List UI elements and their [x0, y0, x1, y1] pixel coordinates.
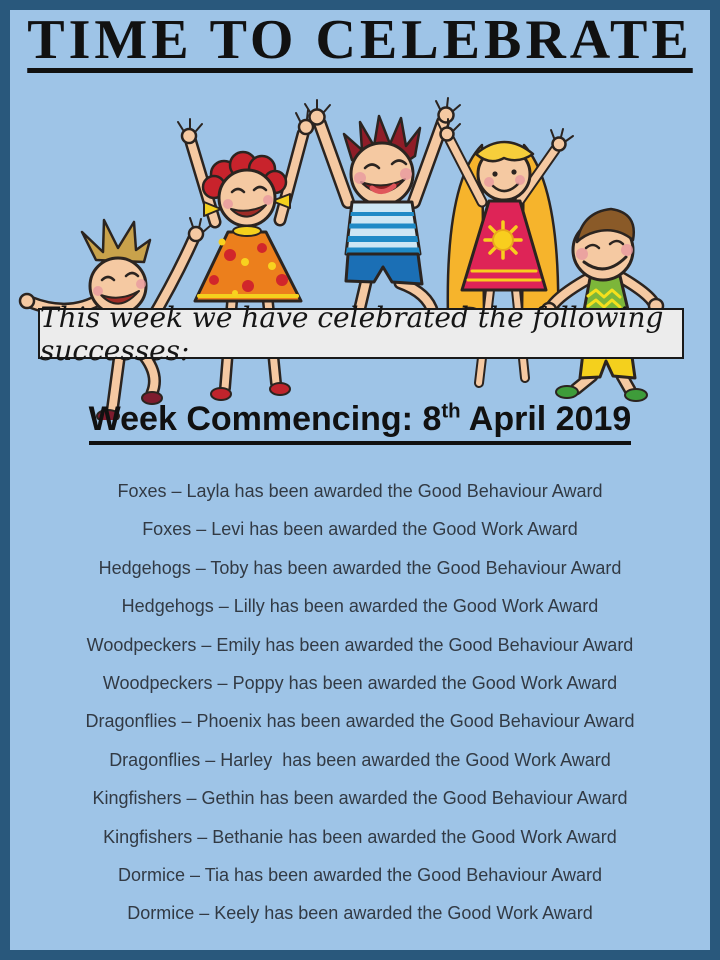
jumping-children-illustration	[0, 90, 720, 420]
award-line: Dormice – Tia has been awarded the Good Behaviour Award	[118, 865, 602, 886]
page-title: TIME TO CELEBRATE	[27, 9, 693, 71]
award-line: Kingfishers – Bethanie has been awarded the Good Work Award	[103, 826, 617, 847]
week-heading-after: April 2019	[460, 400, 632, 438]
banner	[38, 300, 684, 367]
award-line: Foxes – Levi has been awarded the Good Work Award	[142, 519, 578, 540]
award-line: Dormice – Keely has been awarded the Good Work Award	[127, 903, 593, 924]
award-line: Hedgehogs – Lilly has been awarded the Good Work Award	[121, 596, 599, 617]
week-heading-superscript: th	[441, 400, 461, 423]
award-line: Woodpeckers – Emily has been awarded the Good Behaviour Award	[86, 634, 634, 655]
award-line: Hedgehogs – Toby has been awarded the Good Behaviour Award	[98, 557, 622, 578]
award-line: Dragonflies – Harley has been awarded the Good Work Award	[109, 749, 611, 770]
week-heading-before: Week Commencing: 8	[88, 400, 442, 438]
banner-text: This week we have celebrated the following successes:	[40, 300, 664, 367]
week-heading-text	[89, 400, 632, 445]
award-line: Woodpeckers – Poppy has been awarded the Good Work Award	[102, 673, 618, 694]
award-line: Dragonflies – Phoenix has been awarded the Good Behaviour Award	[85, 711, 635, 732]
awards-list	[0, 472, 720, 933]
award-line: Kingfishers – Gethin has been awarded the Good Behaviour Award	[92, 788, 628, 809]
week-heading	[0, 400, 720, 439]
kid-middle-boy	[305, 98, 460, 328]
award-line: Foxes – Layla has been awarded the Good Behaviour Award	[117, 481, 603, 501]
